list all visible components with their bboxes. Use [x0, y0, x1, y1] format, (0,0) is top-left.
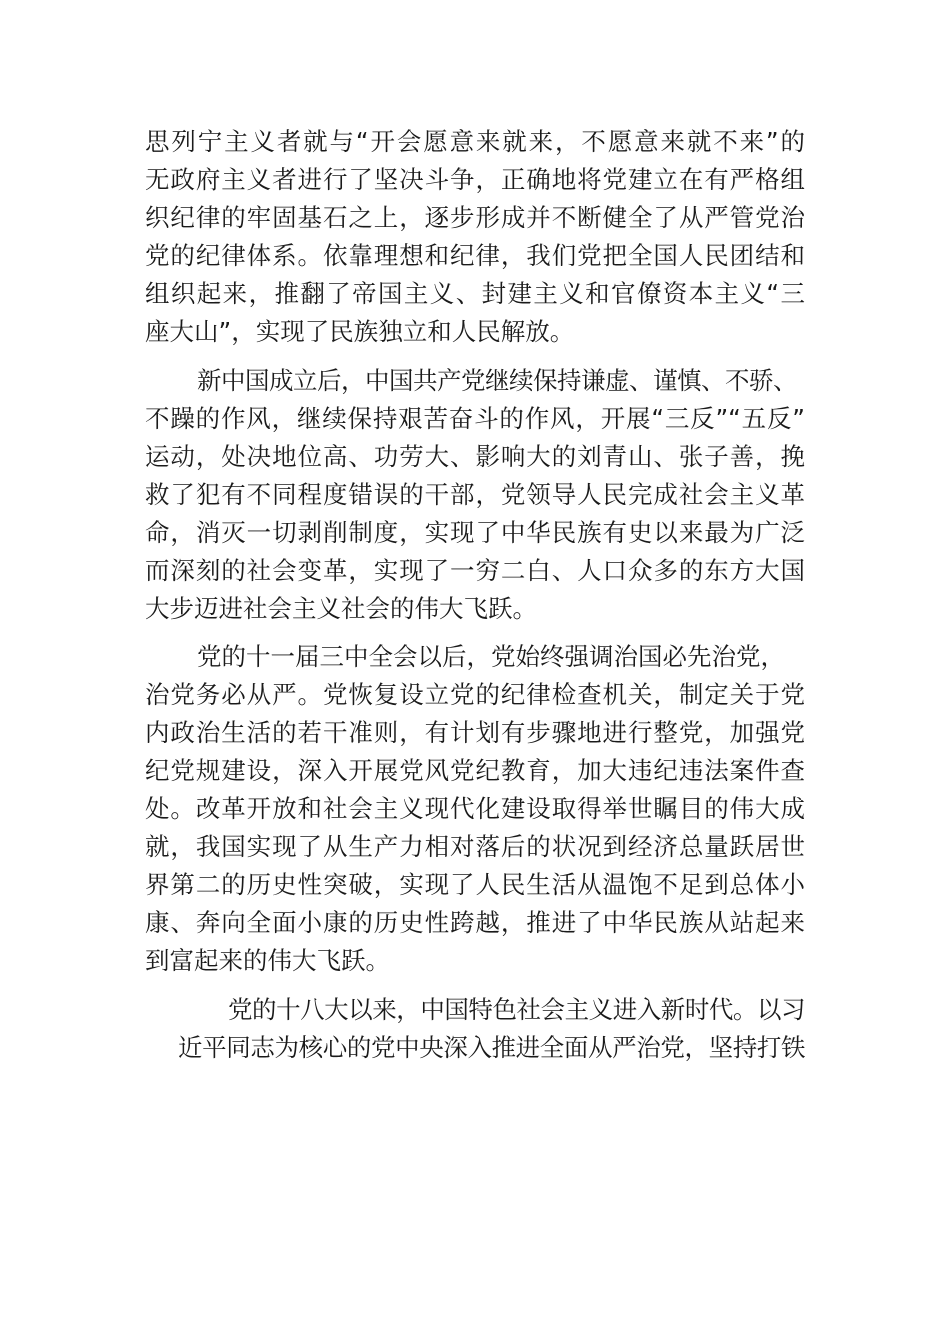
text-line: 组织起来，推翻了帝国主义、封建主义和官僚资本主义“三	[145, 279, 805, 308]
text-line: 救了犯有不同程度错误的干部，党领导人民完成社会主义革	[145, 480, 805, 509]
text-line: 而深刻的社会变革，实现了一穷二白、人口众多的东方大国	[145, 556, 805, 585]
text-line: 不躁的作风，继续保持艰苦奋斗的作风，开展“三反”“五反”	[145, 404, 805, 433]
text-line: 党的纪律体系。依靠理想和纪律，我们党把全国人民团结和	[145, 241, 805, 270]
text-line: 织纪律的牢固基石之上，逐步形成并不断健全了从严管党治	[145, 203, 805, 232]
text-line: 命，消灭一切剥削制度，实现了中华民族有史以来最为广泛	[145, 518, 805, 547]
text-line: 新中国成立后，中国共产党继续保持谦虚、谨慎、不骄、	[197, 366, 797, 395]
text-line: 内政治生活的若干准则，有计划有步骤地进行整党，加强党	[145, 718, 805, 747]
text-line: 到富起来的伟大飞跃。	[145, 946, 390, 975]
text-line: 座大山”，实现了民族独立和人民解放。	[145, 317, 575, 346]
text-line: 大步迈进社会主义社会的伟大飞跃。	[145, 594, 537, 623]
text-line: 无政府主义者进行了坚决斗争，正确地将党建立在有严格组	[145, 165, 805, 194]
text-line: 康、奔向全面小康的历史性跨越，推进了中华民族从站起来	[145, 908, 805, 937]
text-line: 界第二的历史性突破，实现了人民生活从温饱不足到总体小	[145, 870, 805, 899]
text-line: 党的十八大以来，中国特色社会主义进入新时代。以习	[228, 995, 805, 1024]
text-line: 党的十一届三中全会以后，党始终强调治国必先治党，	[197, 642, 785, 671]
text-line: 运动，处决地位高、功劳大、影响大的刘青山、张子善，挽	[145, 442, 805, 471]
text-line: 处。改革开放和社会主义现代化建设取得举世瞩目的伟大成	[145, 794, 805, 823]
text-line: 思列宁主义者就与“开会愿意来就来，不愿意来就不来”的	[145, 127, 805, 156]
text-line: 纪党规建设，深入开展党风党纪教育，加大违纪违法案件查	[145, 756, 805, 785]
text-line: 治党务必从严。党恢复设立党的纪律检查机关，制定关于党	[145, 680, 805, 709]
text-line: 近平同志为核心的党中央深入推进全面从严治党，坚持打铁	[178, 1033, 805, 1062]
text-line: 就，我国实现了从生产力相对落后的状况到经济总量跃居世	[145, 832, 805, 861]
